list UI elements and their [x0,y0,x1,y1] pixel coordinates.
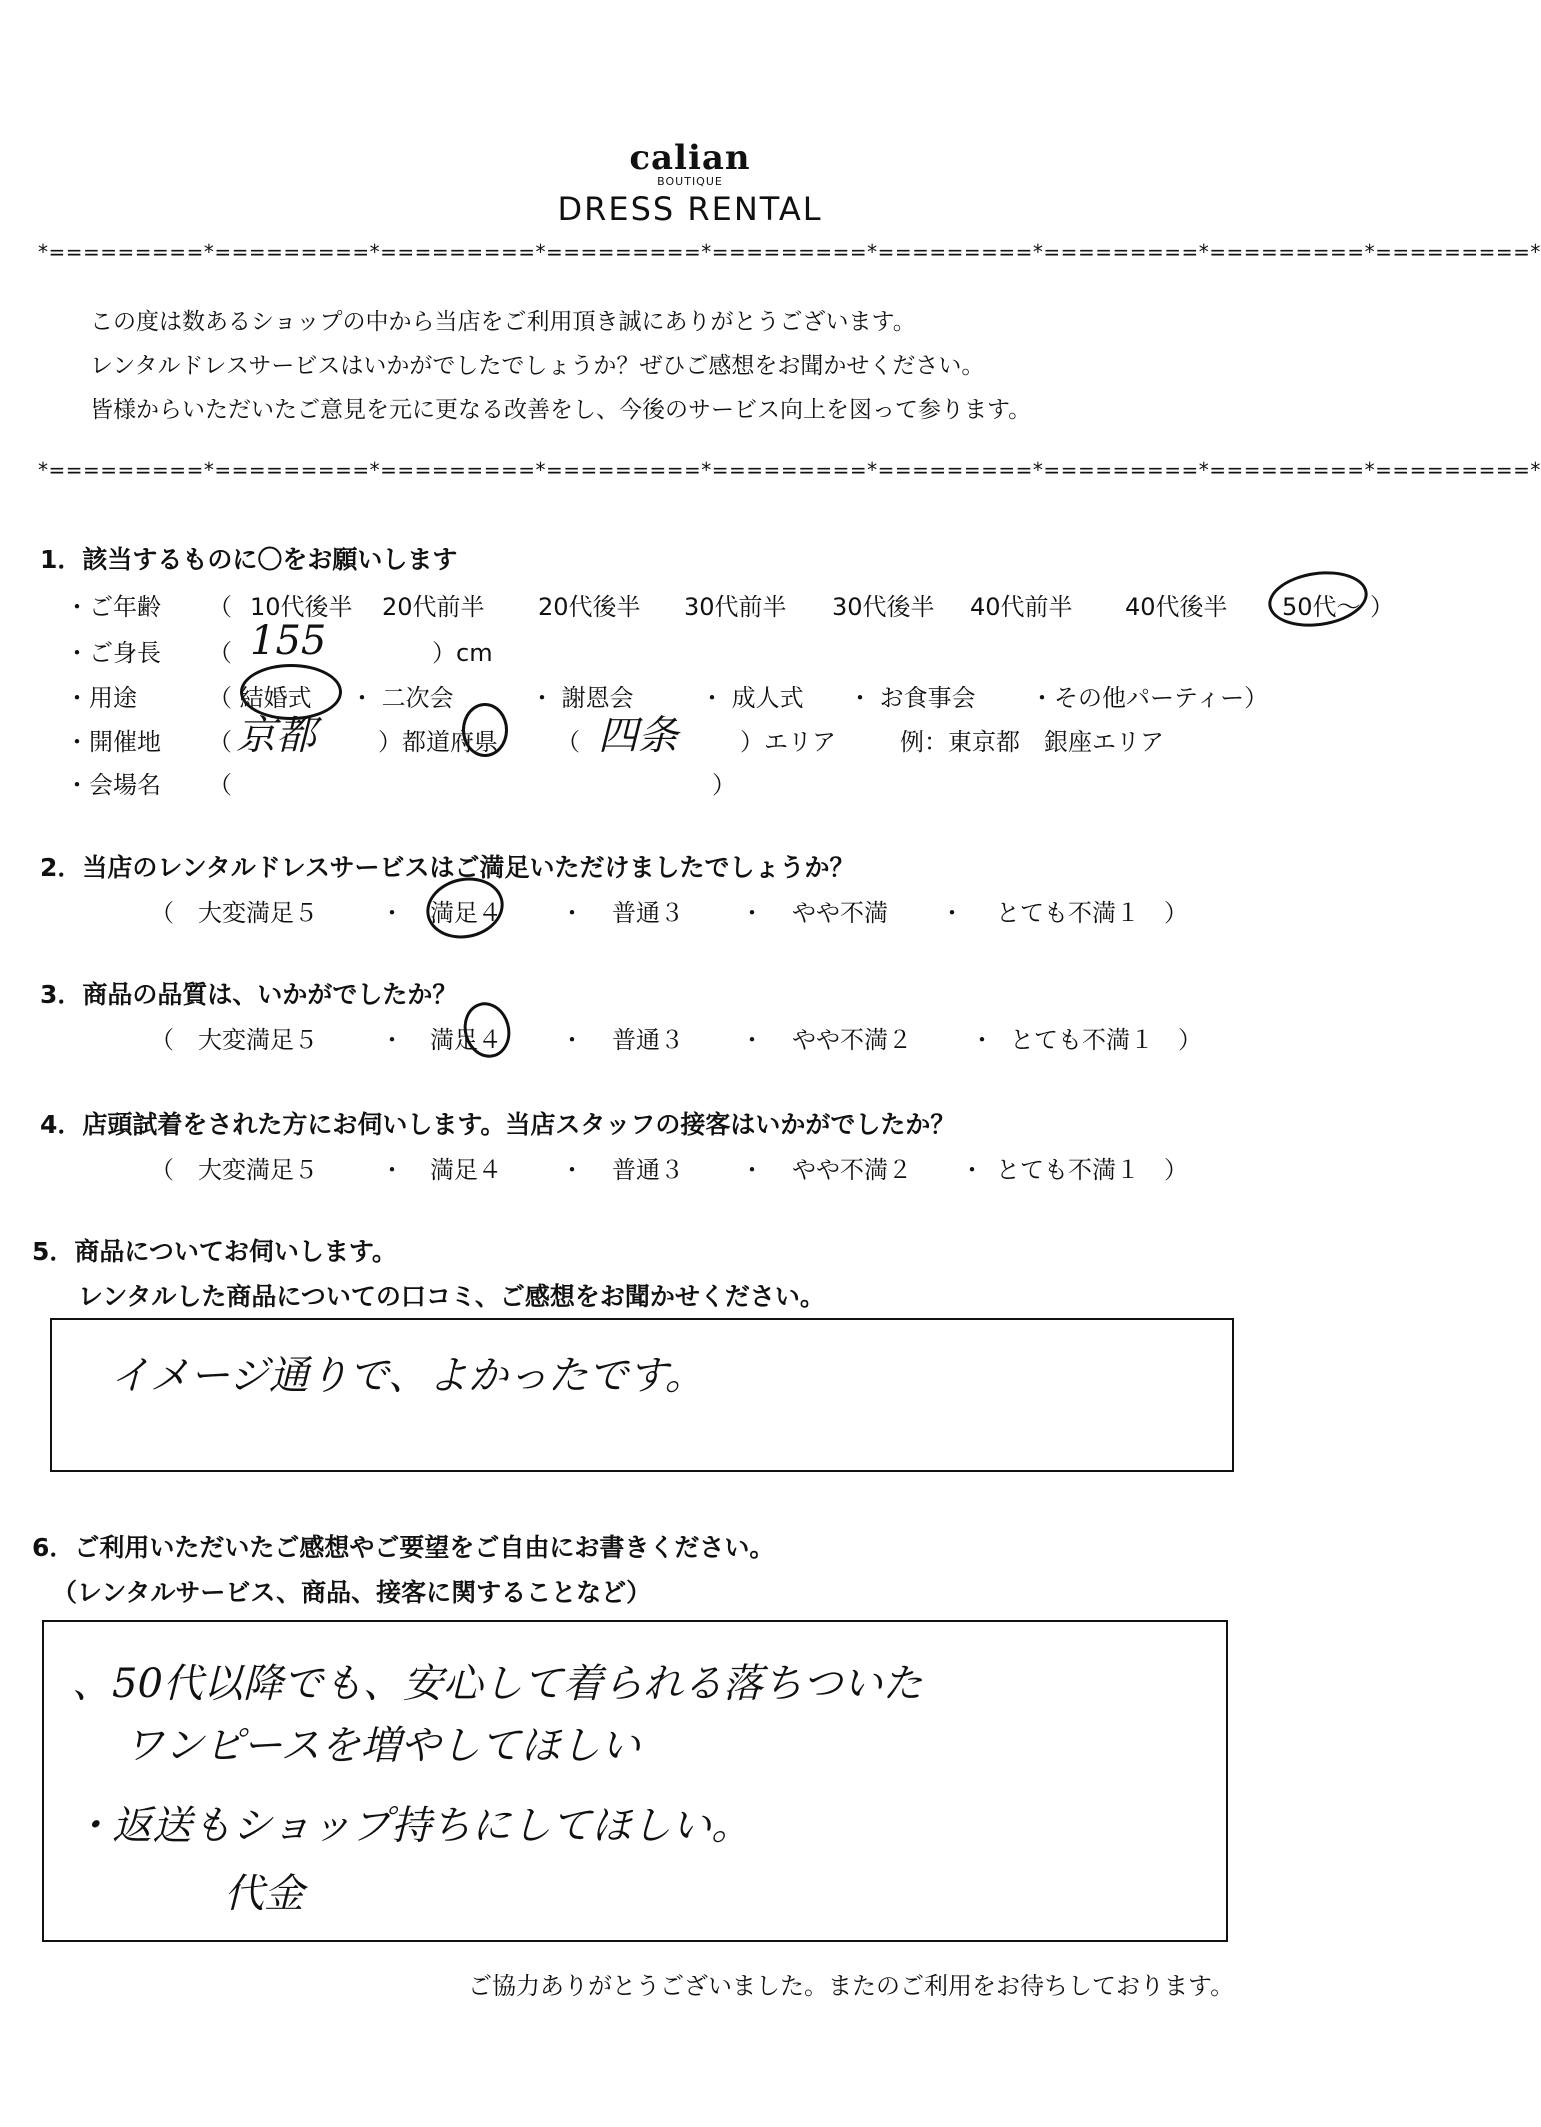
height-label: ・ご身長 [65,639,161,667]
age-option: 20代前半 [382,593,485,621]
option-separator: ・ [560,899,584,927]
q5-answer-box [50,1318,1234,1472]
rating-option: やや不満２ [792,1156,912,1184]
rating-option-selected: 満足４ [430,899,502,927]
selection-circle [462,703,508,757]
option-separator: ・ [380,1156,404,1184]
usage-option: ・その他パーティー） [1030,684,1269,712]
rating-option-selected: 満足４ [430,1026,502,1054]
option-separator: ・ [970,1026,994,1054]
venue-pref-suffix: ）都道府県 [378,728,498,756]
q6-answer-line-2: ワンピースを増やしてほしい [124,1723,641,1769]
hall-label: ・会場名 [65,771,161,799]
age-option-selected: 50代～ [1282,593,1361,621]
age-option: 30代前半 [684,593,787,621]
venue-area-suffix: ）エリア [740,728,836,756]
height-open: （ [208,639,232,667]
option-separator: ・ [740,1156,764,1184]
selection-circle [1265,565,1372,632]
rating-option: 普通３ [612,1026,684,1054]
option-separator: ・ [740,899,764,927]
option-separator: ・ [380,899,404,927]
separator-bottom: *=========*=========*=========*=========*=========*=========*=========*=========*=========* [38,458,1541,482]
option-separator: ・ [960,1156,984,1184]
hall-close: ） [712,771,736,799]
age-option: 30代後半 [832,593,935,621]
q5-title: 5．商品についてお伺いします。 [32,1237,397,1266]
hall-open: （ [208,771,232,799]
venue-pref-value: 京都 [236,713,316,759]
age-option: 10代後半 [250,593,353,621]
brand-logo: calian [629,138,751,178]
venue-area-value: 四条 [598,713,678,759]
rating-option: 満足４ [430,1156,502,1184]
rating-option: やや不満２ [792,1026,912,1054]
usage-label: ・用途 [65,684,137,712]
rating-option: とても不満１ ） [996,899,1188,927]
usage-option: ・ 二次会 [350,684,454,712]
usage-option-selected: （ 結婚式 [208,684,312,712]
option-separator: ・ [560,1156,584,1184]
usage-option: ・ 成人式 [700,684,804,712]
q4-title: 4．店頭試着をされた方にお伺いします。当店スタッフの接客はいかがでしたか？ [40,1110,956,1139]
q5-answer: イメージ通りで、よかったです。 [110,1353,705,1399]
usage-option: ・ お食事会 [848,684,976,712]
rating-option: （ 大変満足５ [150,1156,318,1184]
option-separator: ・ [560,1026,584,1054]
brand-sub: BOUTIQUE [657,175,723,188]
q6-subtitle: （レンタルサービス、商品、接客に関することなど） [52,1578,652,1607]
age-option: 40代前半 [970,593,1073,621]
q3-title: 3．商品の品質は、いかがでしたか？ [40,980,458,1009]
q2-title: 2．当店のレンタルドレスサービスはご満足いただけましたでしょうか？ [40,853,855,882]
q6-answer-box [42,1620,1228,1942]
age-label: ・ご年齢 [65,593,161,621]
q5-subtitle: レンタルした商品についての口コミ、ご感想をお聞かせください。 [78,1282,825,1311]
age-option: 20代後半 [538,593,641,621]
rating-option: 普通３ [612,1156,684,1184]
rating-option: （ 大変満足５ [150,1026,318,1054]
option-separator: ・ [940,899,964,927]
separator-top: *=========*=========*=========*=========*=========*=========*=========*=========*=========* [38,240,1541,264]
venue-open: （ [208,728,232,756]
q1-title: 1．該当するものに〇をお願いします [40,545,458,574]
page-title: DRESS RENTAL [557,190,823,228]
age-open: （ [208,593,232,621]
age-close: ） [1370,593,1394,621]
venue-example: 例：東京都 銀座エリア [900,728,1164,756]
option-separator: ・ [380,1026,404,1054]
intro-line-3: 皆様からいただいたご意見を元に更なる改善をし、今後のサービス向上を図って参ります。 [90,397,1032,423]
age-option: 40代後半 [1125,593,1228,621]
q6-answer-line-3: ・返送もショップ持ちにしてほしい。 [72,1803,752,1849]
q6-answer-line-1: 、50代以降でも、安心して着られる落ちついた [72,1661,923,1707]
intro-line-1: この度は数あるショップの中から当店をご利用頂き誠にありがとうございます。 [90,309,916,335]
height-value: 155 [250,618,327,664]
footer-thanks: ご協力ありがとうございました。またのご利用をお待ちしております。 [468,1972,1235,2000]
q6-answer-line-4: 代金 [224,1871,304,1917]
venue-label: ・開催地 [65,728,161,756]
intro-line-2: レンタルドレスサービスはいかがでしたでしょうか？ぜひご感想をお聞かせください。 [90,353,985,379]
rating-option: やや不満 [792,899,888,927]
venue-area-open: （ [556,728,580,756]
usage-option: ・ 謝恩会 [530,684,634,712]
option-separator: ・ [740,1026,764,1054]
rating-option: とても不満１ ） [1010,1026,1202,1054]
rating-option: とても不満１ ） [996,1156,1188,1184]
rating-option: 普通３ [612,899,684,927]
height-unit: ）cm [432,639,493,667]
q6-title: 6．ご利用いただいたご感想やご要望をご自由にお書きください。 [32,1533,775,1562]
rating-option: （ 大変満足５ [150,899,318,927]
